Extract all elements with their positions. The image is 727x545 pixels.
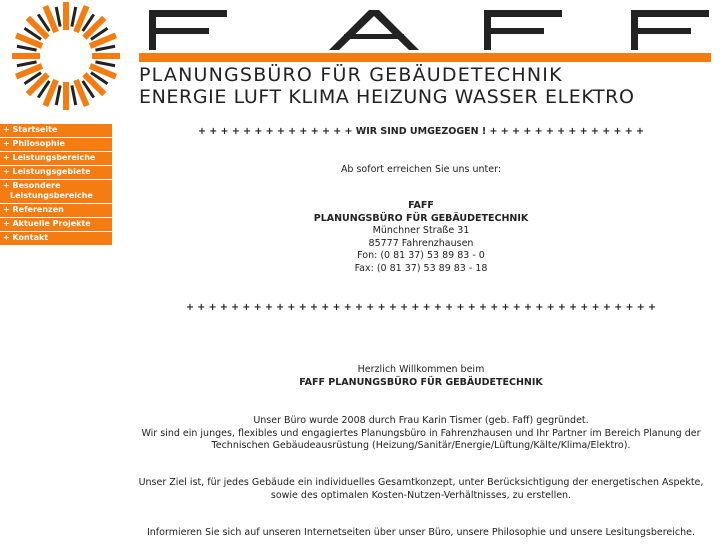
plus-separator: + + + + + + + + + + + + + + + + + + + + + + + + + + + + + + + + + + + + + + + + + +	[186, 302, 656, 313]
sidebar-item-aktuelle-projekte[interactable]: + Aktuelle Projekte	[0, 218, 112, 232]
header-banner	[139, 0, 727, 112]
tagline-company: PLANUNGSBÜRO FÜR GEBÄUDETECHNIK	[139, 64, 563, 86]
address-fax: Fax: (0 81 37) 53 89 83 - 18	[354, 262, 488, 274]
address-name: FAFF	[408, 200, 434, 211]
address-city: 85777 Fahrenzhausen	[368, 237, 474, 249]
address-street: Münchner Straße 31	[372, 225, 470, 236]
moved-announcement: + + + + + + + + + + + + + + WIR SIND UMGEZOGEN ! + + + + + + + + + + + + + +	[198, 126, 644, 137]
intro-line: Unser Büro wurde 2008 durch Frau Karin Tismer (geb. Faff) gegründet.	[253, 415, 589, 426]
sidebar-item-kontakt[interactable]: + Kontakt	[0, 232, 112, 246]
welcome-line: Herzlich Willkommen beim	[357, 364, 485, 375]
intro-line: Wir sind ein junges, flexibles und engagiertes Planungsbüro in Fahrenzhausen und Ihr Partner im Bereich Planung der	[141, 427, 701, 439]
welcome-company: FAFF PLANUNGSBÜRO FÜR GEBÄUDETECHNIK	[299, 376, 543, 388]
intro-paragraph	[126, 415, 716, 453]
intro-line: Technischen Gebäudeausrüstung (Heizung/Sanitär/Energie/Lüftung/Kälte/Klima/Elektro).	[211, 440, 631, 451]
sidebar-item-leistungsbereiche[interactable]: + Leistungsbereiche	[0, 152, 112, 166]
sidebar-item-referenzen[interactable]: + Referenzen	[0, 204, 112, 218]
info-line: Informieren Sie sich auf unseren Internetseiten über unser Büro, unsere Philosophie und unsere Lesitungsbereiche.	[146, 527, 695, 538]
address-company: PLANUNGSBÜRO FÜR GEBÄUDETECHNIK	[313, 212, 529, 224]
orange-divider-bar	[139, 53, 711, 62]
sidebar-nav	[0, 124, 112, 246]
goal-paragraph	[126, 477, 716, 502]
sidebar-item-startseite[interactable]: + Startseite	[0, 124, 112, 138]
welcome-block	[126, 364, 716, 389]
sidebar-item-label-line2: Leistungsbereiche	[10, 191, 93, 200]
sidebar-item-besondere-leistungsbereiche[interactable]	[0, 180, 112, 204]
faff-sunburst-logo	[0, 0, 132, 112]
faff-wordmark	[139, 0, 727, 52]
address-phone: Fon: (0 81 37) 53 89 83 - 0	[357, 250, 485, 261]
sidebar-item-leistungsgebiete[interactable]: + Leistungsgebiete	[0, 166, 112, 180]
info-paragraph	[126, 527, 716, 540]
reach-text: Ab sofort erreichen Sie uns unter:	[340, 164, 502, 175]
sidebar-item-label: + Besondere	[3, 181, 61, 190]
goal-line: Unser Ziel ist, für jedes Gebäude ein individuelles Gesamtkonzept, unter Berücksichtigung der energetischen Aspekte,	[138, 477, 704, 488]
tagline-services: ENERGIE LUFT KLIMA HEIZUNG WASSER ELEKTRO	[139, 86, 635, 108]
address-block	[126, 200, 716, 275]
goal-line: sowie des optimalen Kosten-Nutzen-Verhältnisses, zu erstellen.	[270, 489, 572, 501]
sidebar-item-philosophie[interactable]: + Philosophie	[0, 138, 112, 152]
